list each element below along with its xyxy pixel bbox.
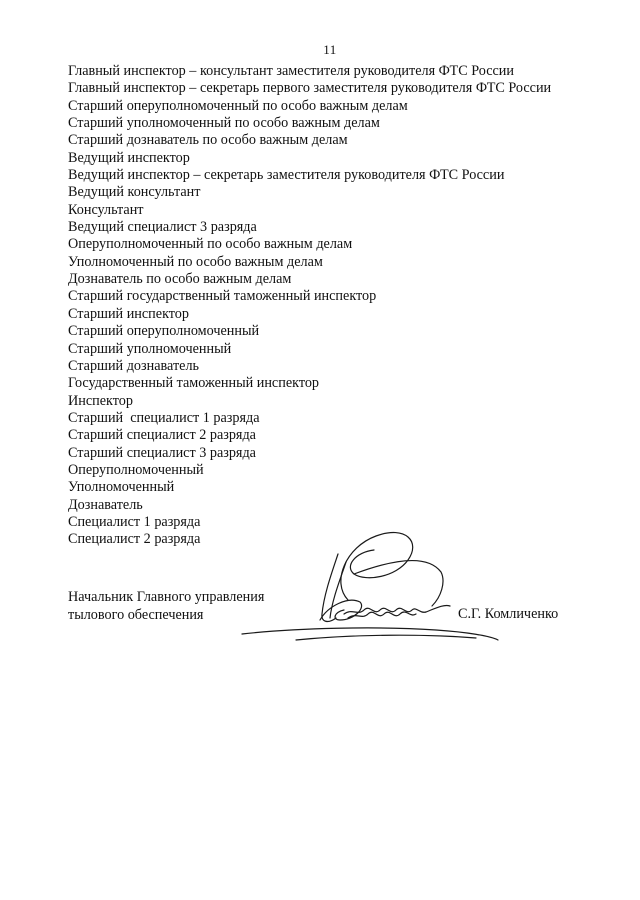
position-item: Специалист 1 разряда: [68, 513, 201, 530]
signatory-title-line: тылового обеспечения: [68, 606, 204, 623]
position-item: Старший специалист 1 разряда: [68, 409, 260, 426]
position-item: Старший государственный таможенный инспектор: [68, 288, 377, 305]
position-item: Ведущий инспектор – секретарь заместителя руководителя ФТС России: [68, 167, 505, 184]
position-item: Старший дознаватель: [68, 357, 199, 374]
position-item: Старший дознаватель по особо важным делам: [68, 132, 348, 149]
position-item: Главный инспектор – консультант заместителя руководителя ФТС России: [68, 63, 514, 79]
position-item: Старший уполномоченный: [68, 340, 232, 357]
position-item: Старший оперуполномоченный: [68, 323, 260, 340]
position-item: Ведущий консультант: [68, 184, 201, 201]
position-item: Уполномоченный: [68, 479, 175, 496]
position-item: Оперуполномоченный: [68, 461, 204, 478]
position-item: Старший уполномоченный по особо важным делам: [68, 115, 380, 132]
page-number: 11: [323, 42, 337, 57]
position-item: Специалист 2 разряда: [68, 531, 201, 548]
position-item: Старший специалист 2 разряда: [68, 427, 256, 444]
signatory-title-line: Начальник Главного управления: [68, 589, 265, 605]
positions-list: [68, 63, 551, 549]
position-item: Ведущий инспектор: [68, 149, 190, 166]
position-item: Старший оперуполномоченный по особо важным делам: [68, 97, 408, 114]
position-item: Старший инспектор: [68, 305, 189, 322]
position-item: Старший специалист 3 разряда: [68, 444, 256, 461]
position-item: Уполномоченный по особо важным делам: [68, 253, 323, 270]
position-item: Дознаватель по особо важным делам: [68, 271, 292, 288]
position-item: Государственный таможенный инспектор: [68, 375, 320, 392]
position-item: Дознаватель: [68, 496, 143, 513]
position-item: Ведущий специалист 3 разряда: [68, 219, 257, 236]
signatory-title: [68, 589, 264, 624]
position-item: Инспектор: [68, 392, 133, 409]
signatory-name: С.Г. Комличенко: [458, 606, 559, 622]
handwritten-signature: [236, 522, 506, 652]
position-item: Оперуполномоченный по особо важным делам: [68, 236, 353, 253]
position-item: Главный инспектор – секретарь первого заместителя руководителя ФТС России: [68, 80, 552, 97]
position-item: Консультант: [68, 201, 144, 218]
